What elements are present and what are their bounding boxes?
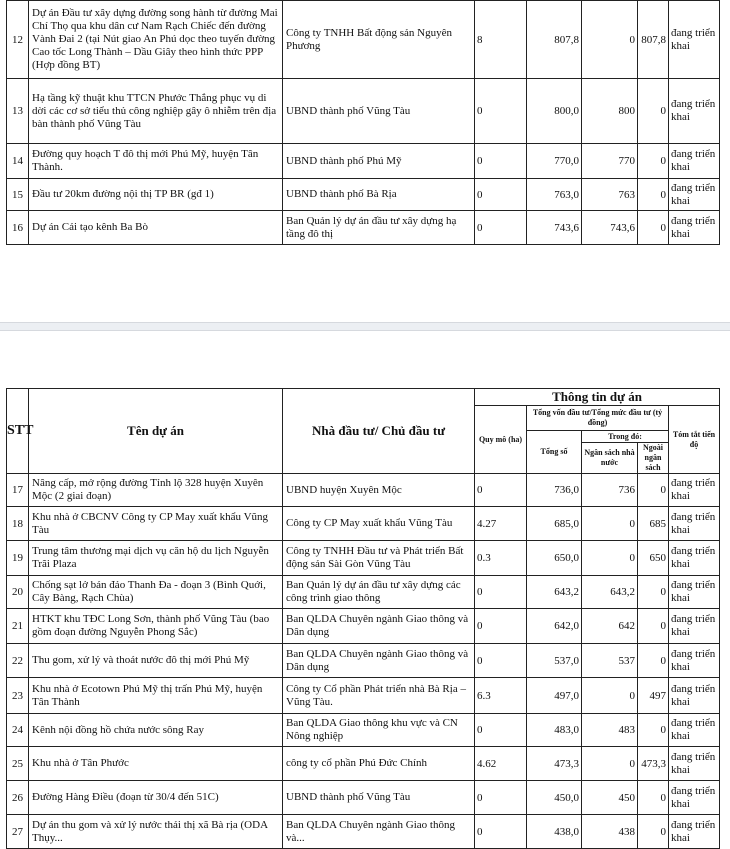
project-name: Đầu tư 20km đường nội thị TP BR (gđ 1) (29, 179, 283, 211)
non-state-budget: 0 (638, 609, 669, 644)
progress-status: đang triển khai (669, 747, 720, 781)
row-stt: 19 (7, 541, 29, 576)
row-stt: 22 (7, 644, 29, 678)
non-state-budget: 0 (638, 179, 669, 211)
total-capital: 736,0 (527, 474, 582, 507)
non-state-budget: 0 (638, 474, 669, 507)
total-capital: 807,8 (527, 1, 582, 79)
scale-value: 0 (475, 144, 527, 179)
scale-value: 0 (475, 79, 527, 144)
scale-value: 6.3 (475, 678, 527, 714)
progress-status: đang triển khai (669, 609, 720, 644)
investor-name: Công ty Cổ phần Phát triển nhà Bà Rịa – Vũng Tàu. (283, 678, 475, 714)
state-budget: 537 (582, 644, 638, 678)
row-stt: 27 (7, 815, 29, 849)
row-stt: 25 (7, 747, 29, 781)
table-row (7, 144, 720, 179)
investor-name: UBND thành phố Phú Mỹ (283, 144, 475, 179)
scale-value: 0 (475, 609, 527, 644)
project-name: Dự án Cải tạo kênh Ba Bò (29, 211, 283, 245)
header-project-name: Tên dự án (29, 389, 283, 474)
table-row (7, 815, 720, 849)
investor-name: Ban QLDA Chuyên ngành Giao thông và Dân dụng (283, 644, 475, 678)
non-state-budget: 0 (638, 815, 669, 849)
state-budget: 770 (582, 144, 638, 179)
progress-status: đang triển khai (669, 541, 720, 576)
non-state-budget: 0 (638, 781, 669, 815)
document-page-top (0, 0, 730, 322)
non-state-budget: 0 (638, 211, 669, 245)
header-total: Tổng số (527, 431, 582, 474)
project-name: Kênh nội đồng hồ chứa nước sông Ray (29, 714, 283, 747)
table-row (7, 507, 720, 541)
progress-status: đang triển khai (669, 714, 720, 747)
scale-value: 0 (475, 714, 527, 747)
project-table (6, 388, 720, 849)
total-capital: 743,6 (527, 211, 582, 245)
total-capital: 450,0 (527, 781, 582, 815)
project-name: Chống sạt lở bán đảo Thanh Đa - đoạn 3 (Bình Quới, Cây Bàng, Rạch Chùa) (29, 576, 283, 609)
state-budget: 642 (582, 609, 638, 644)
scale-value: 0.3 (475, 541, 527, 576)
total-capital: 685,0 (527, 507, 582, 541)
progress-status: đang triển khai (669, 1, 720, 79)
progress-status: đang triển khai (669, 815, 720, 849)
project-name: Dự án thu gom và xử lý nước thải thị xã Bà rịa (ODA Thụy... (29, 815, 283, 849)
header-row (7, 389, 720, 406)
scale-value: 0 (475, 576, 527, 609)
row-stt: 17 (7, 474, 29, 507)
total-capital: 537,0 (527, 644, 582, 678)
row-stt: 12 (7, 1, 29, 79)
header-progress-summary: Tóm tắt tiến độ (669, 406, 720, 474)
row-stt: 14 (7, 144, 29, 179)
progress-status: đang triển khai (669, 144, 720, 179)
table-row (7, 541, 720, 576)
non-state-budget: 807,8 (638, 1, 669, 79)
page-separator (0, 322, 730, 331)
investor-name: Công ty TNHH Đầu tư và Phát triển Bất động sản Sài Gòn Vũng Tàu (283, 541, 475, 576)
investor-name: UBND thành phố Bà Rịa (283, 179, 475, 211)
state-budget: 483 (582, 714, 638, 747)
row-stt: 13 (7, 79, 29, 144)
row-stt: 15 (7, 179, 29, 211)
table-row (7, 747, 720, 781)
scale-value: 8 (475, 1, 527, 79)
scale-value: 0 (475, 781, 527, 815)
investor-name: UBND thành phố Vũng Tàu (283, 79, 475, 144)
project-name: Thu gom, xử lý và thoát nước đô thị mới Phú Mỹ (29, 644, 283, 678)
total-capital: 770,0 (527, 144, 582, 179)
scale-value: 0 (475, 815, 527, 849)
project-name: Nâng cấp, mở rộng đường Tỉnh lộ 328 huyện Xuyên Mộc (2 giai đoạn) (29, 474, 283, 507)
project-name: Đường quy hoạch T đô thị mới Phú Mỹ, huyện Tân Thành. (29, 144, 283, 179)
progress-status: đang triển khai (669, 211, 720, 245)
scale-value: 0 (475, 474, 527, 507)
project-name: Khu nhà ở Tân Phước (29, 747, 283, 781)
total-capital: 438,0 (527, 815, 582, 849)
table-row (7, 678, 720, 714)
scale-value: 4.27 (475, 507, 527, 541)
table-row (7, 211, 720, 245)
state-budget: 643,2 (582, 576, 638, 609)
project-name: Dự án Đầu tư xây dựng đường song hành từ đường Mai Chí Thọ qua khu dân cư Nam Rạch Chiếc đến đường Vành Đai 2 (tại Nút giao An Phú dọc theo tuyến đường Cao tốc Long Thành – Dầu Giây theo hình thức PPP (Hợp đồng BT) (29, 1, 283, 79)
row-stt: 20 (7, 576, 29, 609)
total-capital: 483,0 (527, 714, 582, 747)
investor-name: Công ty TNHH Bất động sản Nguyên Phương (283, 1, 475, 79)
total-capital: 800,0 (527, 79, 582, 144)
investor-name: UBND huyện Xuyên Mộc (283, 474, 475, 507)
scale-value: 0 (475, 179, 527, 211)
header-stt: STT (7, 389, 29, 474)
header-non-state: Ngoài ngân sách (638, 443, 669, 474)
state-budget: 743,6 (582, 211, 638, 245)
investor-name: UBND thành phố Vũng Tàu (283, 781, 475, 815)
table-row (7, 179, 720, 211)
non-state-budget: 0 (638, 714, 669, 747)
header-of-which: Trong đó: (582, 431, 669, 443)
investor-name: Ban QLDA Chuyên ngành Giao thông và Dân dụng (283, 609, 475, 644)
state-budget: 0 (582, 507, 638, 541)
row-stt: 16 (7, 211, 29, 245)
total-capital: 650,0 (527, 541, 582, 576)
state-budget: 0 (582, 1, 638, 79)
progress-status: đang triển khai (669, 576, 720, 609)
non-state-budget: 0 (638, 79, 669, 144)
total-capital: 497,0 (527, 678, 582, 714)
table-row (7, 1, 720, 79)
state-budget: 450 (582, 781, 638, 815)
table-row (7, 474, 720, 507)
table-row (7, 609, 720, 644)
header-capital: Tổng vốn đầu tư/Tổng mức đầu tư (tỷ đồng) (527, 406, 669, 431)
scale-value: 4.62 (475, 747, 527, 781)
row-stt: 24 (7, 714, 29, 747)
project-name: Hạ tầng kỹ thuật khu TTCN Phước Thắng phục vụ di dời các cơ sở tiểu thủ công nghiệp gây ô nhiễm trên địa bàn thành phố Vũng Tàu (29, 79, 283, 144)
project-name: HTKT khu TĐC Long Sơn, thành phố Vũng Tàu (bao gồm đoạn đường Nguyễn Phong Sắc) (29, 609, 283, 644)
non-state-budget: 650 (638, 541, 669, 576)
project-name: Đường Hàng Điều (đoạn từ 30/4 đến 51C) (29, 781, 283, 815)
total-capital: 473,3 (527, 747, 582, 781)
investor-name: Ban Quản lý dự án đầu tư xây dựng hạ tầng đô thị (283, 211, 475, 245)
progress-status: đang triển khai (669, 781, 720, 815)
project-table-continued (6, 0, 720, 245)
state-budget: 800 (582, 79, 638, 144)
total-capital: 763,0 (527, 179, 582, 211)
non-state-budget: 497 (638, 678, 669, 714)
document-page-bottom (0, 331, 730, 844)
table-row (7, 576, 720, 609)
state-budget: 0 (582, 747, 638, 781)
non-state-budget: 0 (638, 644, 669, 678)
project-name: Trung tâm thương mại dịch vụ căn hộ du lịch Nguyễn Trãi Plaza (29, 541, 283, 576)
investor-name: công ty cổ phần Phú Đức Chính (283, 747, 475, 781)
progress-status: đang triển khai (669, 507, 720, 541)
row-stt: 21 (7, 609, 29, 644)
header-project-info: Thông tin dự án (475, 389, 720, 406)
state-budget: 736 (582, 474, 638, 507)
table-row (7, 644, 720, 678)
row-stt: 18 (7, 507, 29, 541)
progress-status: đang triển khai (669, 79, 720, 144)
state-budget: 0 (582, 678, 638, 714)
row-stt: 26 (7, 781, 29, 815)
investor-name: Ban QLDA Giao thông khu vực và CN Nông nghiệp (283, 714, 475, 747)
table-row (7, 79, 720, 144)
project-name: Khu nhà ở CBCNV Công ty CP May xuất khẩu Vũng Tàu (29, 507, 283, 541)
investor-name: Công ty CP May xuất khẩu Vũng Tàu (283, 507, 475, 541)
header-scale: Quy mô (ha) (475, 406, 527, 474)
investor-name: Ban QLDA Chuyên ngành Giao thông và... (283, 815, 475, 849)
scale-value: 0 (475, 644, 527, 678)
total-capital: 642,0 (527, 609, 582, 644)
investor-name: Ban Quản lý dự án đầu tư xây dựng các công trình giao thông (283, 576, 475, 609)
total-capital: 643,2 (527, 576, 582, 609)
non-state-budget: 0 (638, 144, 669, 179)
progress-status: đang triển khai (669, 644, 720, 678)
scale-value: 0 (475, 211, 527, 245)
project-name: Khu nhà ở Ecotown Phú Mỹ thị trấn Phú Mỹ, huyện Tân Thành (29, 678, 283, 714)
header-investor: Nhà đầu tư/ Chủ đầu tư (283, 389, 475, 474)
table-row (7, 714, 720, 747)
header-state-budget: Ngân sách nhà nước (582, 443, 638, 474)
state-budget: 0 (582, 541, 638, 576)
progress-status: đang triển khai (669, 474, 720, 507)
progress-status: đang triển khai (669, 179, 720, 211)
state-budget: 438 (582, 815, 638, 849)
state-budget: 763 (582, 179, 638, 211)
non-state-budget: 685 (638, 507, 669, 541)
non-state-budget: 473,3 (638, 747, 669, 781)
progress-status: đang triển khai (669, 678, 720, 714)
table-row (7, 781, 720, 815)
row-stt: 23 (7, 678, 29, 714)
non-state-budget: 0 (638, 576, 669, 609)
